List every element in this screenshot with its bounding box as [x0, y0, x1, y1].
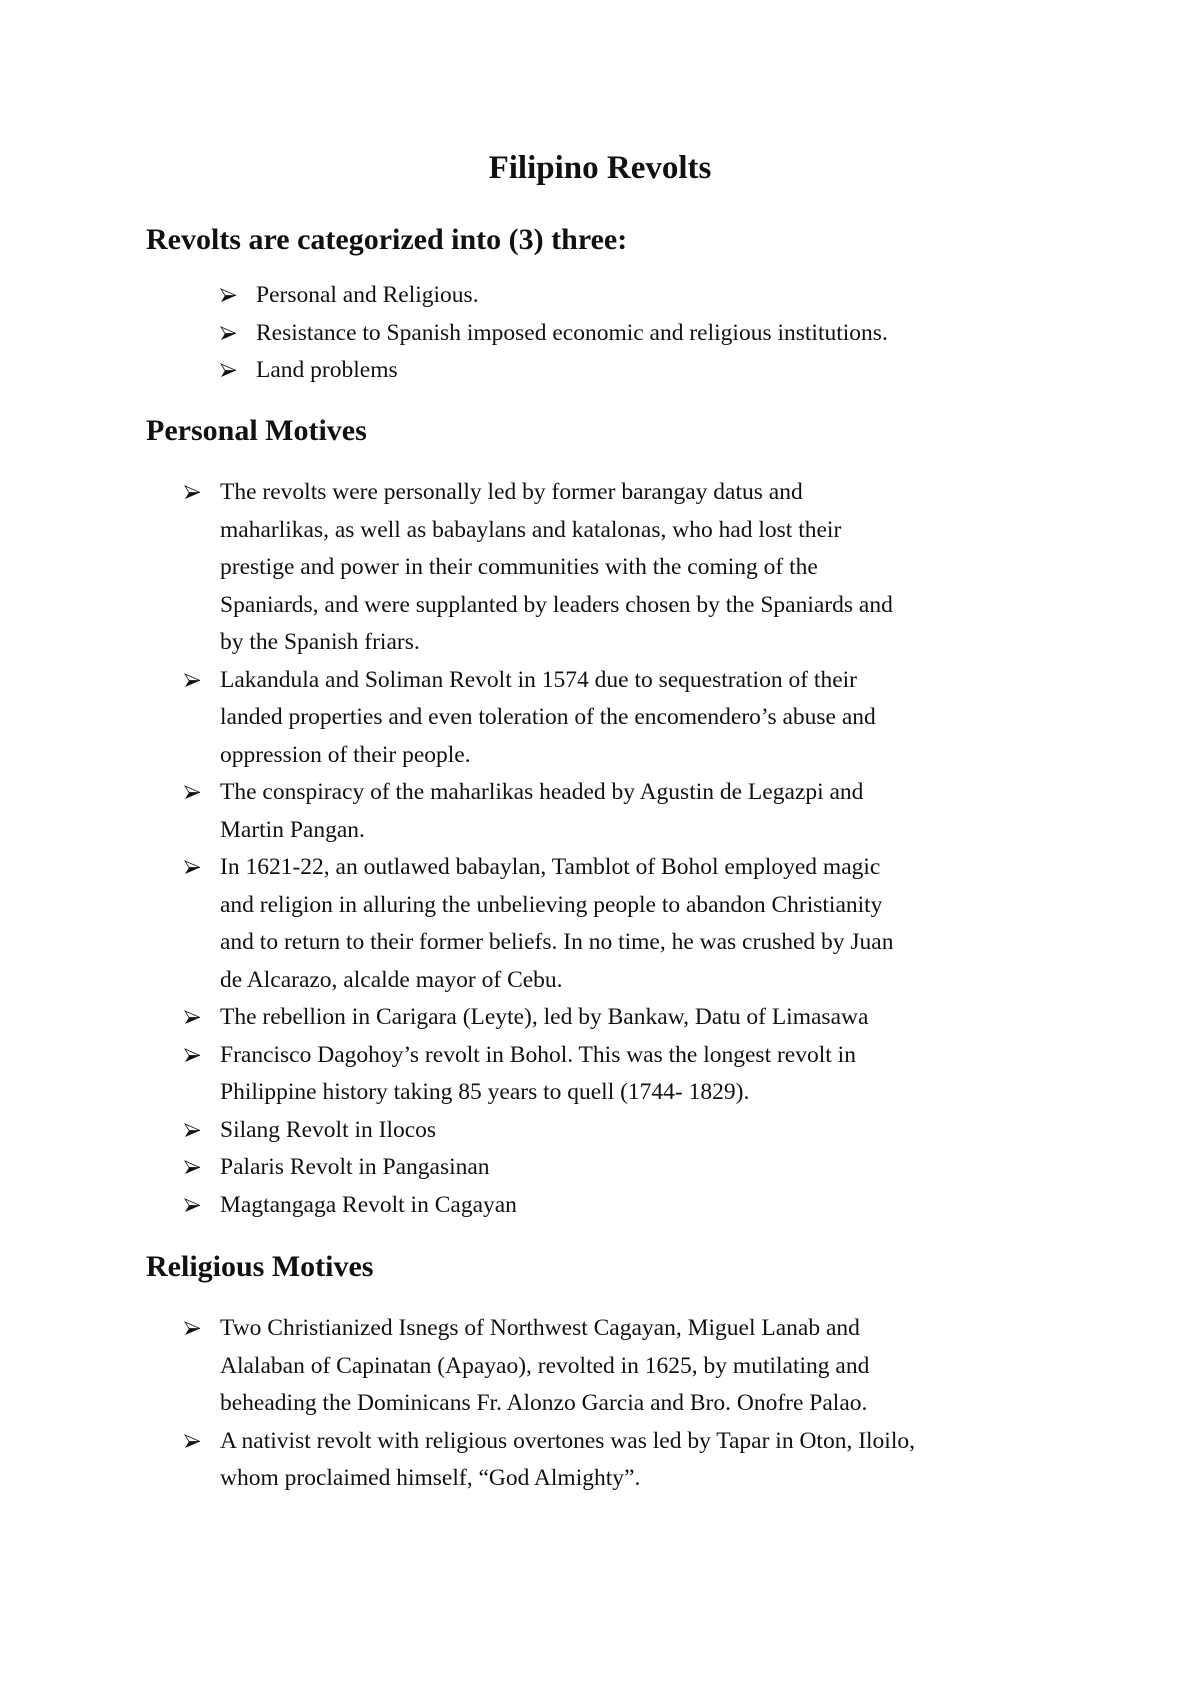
arrow-bullet-icon: [184, 1010, 201, 1025]
list-item: [220, 1037, 1100, 1112]
arrow-bullet-icon: [184, 1048, 201, 1063]
arrow-bullet-icon: [184, 485, 201, 500]
arrow-bullet-icon: [220, 363, 237, 378]
list-item-text: Personal and Religious.: [256, 282, 479, 308]
list-item: [220, 1187, 1100, 1225]
section-heading-categories: Revolts are categorized into (3) three:: [146, 223, 628, 256]
list-item: [256, 315, 1116, 353]
list-item-text: In 1621-22, an outlawed babaylan, Tamblot of Bohol employed magic and religion in alluring the unbelieving people to abandon Christianity and to return to their former beliefs. In no time, he was crushed by Juan de Alcarazo, alcalde mayor of Cebu.: [220, 854, 894, 993]
list-item-text: Francisco Dagohoy’s revolt in Bohol. This was the longest revolt in Philippine history taking 85 years to quell (1744- 1829).: [220, 1041, 856, 1105]
list-item-text: The conspiracy of the maharlikas headed by Agustin de Legazpi and Martin Pangan.: [220, 779, 864, 843]
list-item: [220, 999, 1100, 1037]
list-item: [220, 474, 1100, 662]
section-heading-personal-motives: Personal Motives: [146, 414, 367, 447]
categories-list: [256, 277, 1116, 390]
list-item: [220, 774, 1100, 849]
list-item: [220, 1149, 1100, 1187]
list-item-text: Silang Revolt in Ilocos: [220, 1116, 437, 1143]
list-item: [256, 277, 1116, 315]
arrow-bullet-icon: [184, 1123, 201, 1138]
arrow-bullet-icon: [184, 673, 201, 688]
list-item: [220, 662, 1100, 775]
arrow-bullet-icon: [184, 860, 201, 875]
arrow-bullet-icon: [184, 1434, 201, 1449]
list-item: [256, 352, 1116, 390]
section-heading-religious-motives: Religious Motives: [146, 1250, 374, 1283]
list-item-text: Lakandula and Soliman Revolt in 1574 due to sequestration of their landed properties and even toleration of the encomendero’s abuse and oppression of their people.: [220, 666, 876, 768]
list-item-text: Two Christianized Isnegs of Northwest Cagayan, Miguel Lanab and Alalaban of Capinatan (Apayao), revolted in 1625, by mutilating and beheading the Dominicans Fr. Alonzo Garcia and Bro. Onofre Palao.: [220, 1315, 870, 1416]
list-item: [220, 849, 1100, 999]
list-item-text: Palaris Revolt in Pangasinan: [220, 1154, 490, 1180]
list-item-text: The revolts were personally led by former barangay datus and maharlikas, as well as babaylans and katalonas, who had lost their prestige and power in their communities with the coming of the Spaniards, and were supplanted by leaders chosen by the Spaniards and by the Spanish friars.: [220, 479, 893, 655]
arrow-bullet-icon: [220, 288, 237, 303]
list-item-text: Land problems: [256, 357, 398, 383]
arrow-bullet-icon: [184, 1198, 201, 1213]
list-item-text: Magtangaga Revolt in Cagayan: [220, 1191, 517, 1218]
list-item-text: A nativist revolt with religious overtones was led by Tapar in Oton, Iloilo, whom proclaimed himself, “God Almighty”.: [220, 1427, 915, 1491]
arrow-bullet-icon: [220, 326, 237, 341]
list-item: [220, 1423, 1100, 1498]
list-item: [220, 1112, 1100, 1150]
list-item-text: Resistance to Spanish imposed economic and religious institutions.: [256, 319, 888, 346]
religious-motives-list: [220, 1310, 1100, 1498]
document-title: Filipino Revolts: [488, 150, 712, 186]
arrow-bullet-icon: [184, 1321, 201, 1336]
arrow-bullet-icon: [184, 785, 201, 800]
personal-motives-list: [220, 474, 1100, 1224]
arrow-bullet-icon: [184, 1160, 201, 1175]
list-item-text: The rebellion in Carigara (Leyte), led by Bankaw, Datu of Limasawa: [220, 1004, 869, 1030]
list-item: [220, 1310, 1100, 1423]
